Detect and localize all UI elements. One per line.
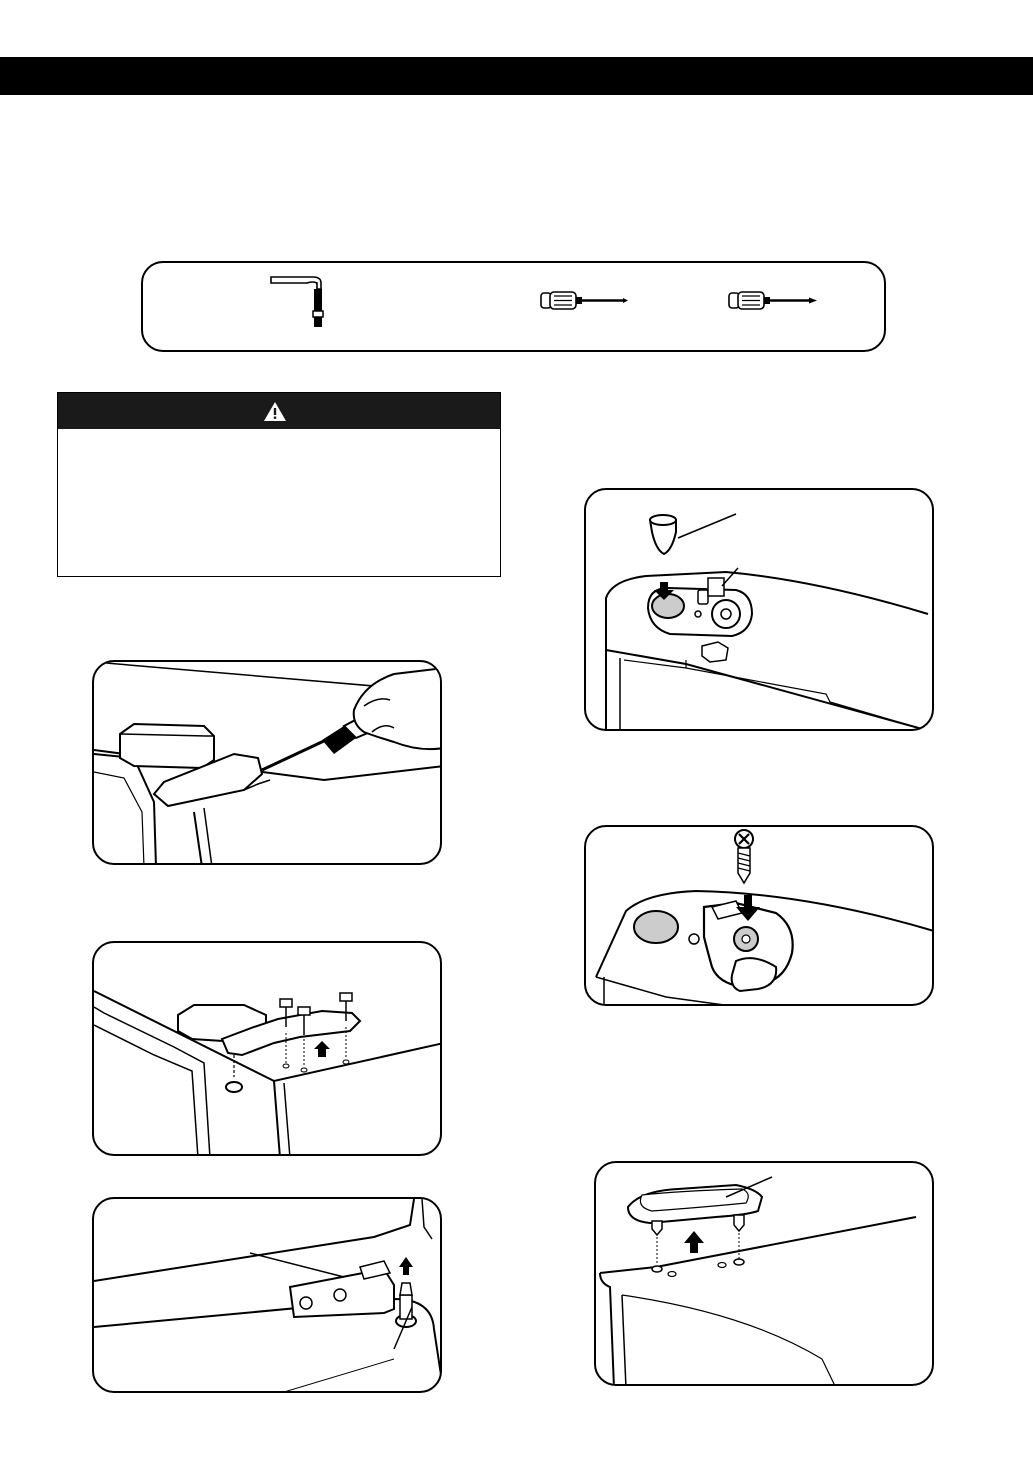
figure-remove-hinge-bolts <box>92 941 442 1156</box>
hinge-cover-figure <box>596 1163 934 1386</box>
flat-screwdriver-icon <box>539 289 631 313</box>
warning-header <box>58 393 500 429</box>
hinge-bushing-figure <box>586 490 934 731</box>
hinge-screw-figure <box>586 827 934 1006</box>
figure-insert-hinge-bushing <box>584 488 934 731</box>
warning-triangle-icon <box>263 401 287 422</box>
figure-install-hinge-cover <box>594 1161 934 1386</box>
hinge-pin-figure <box>94 1199 442 1393</box>
figure-fasten-hinge-screw <box>584 825 934 1006</box>
warning-box <box>57 392 501 577</box>
figure-lift-hinge-pin <box>92 1197 442 1393</box>
page-header-bar <box>0 57 1033 95</box>
socket-wrench-icon <box>267 271 327 333</box>
phillips-screwdriver-icon <box>727 289 819 313</box>
tools-box <box>141 261 886 352</box>
hinge-bolts-figure <box>94 943 442 1156</box>
figure-remove-hinge-cover <box>92 660 442 865</box>
screwdriver-hinge-cover-figure <box>94 662 442 865</box>
